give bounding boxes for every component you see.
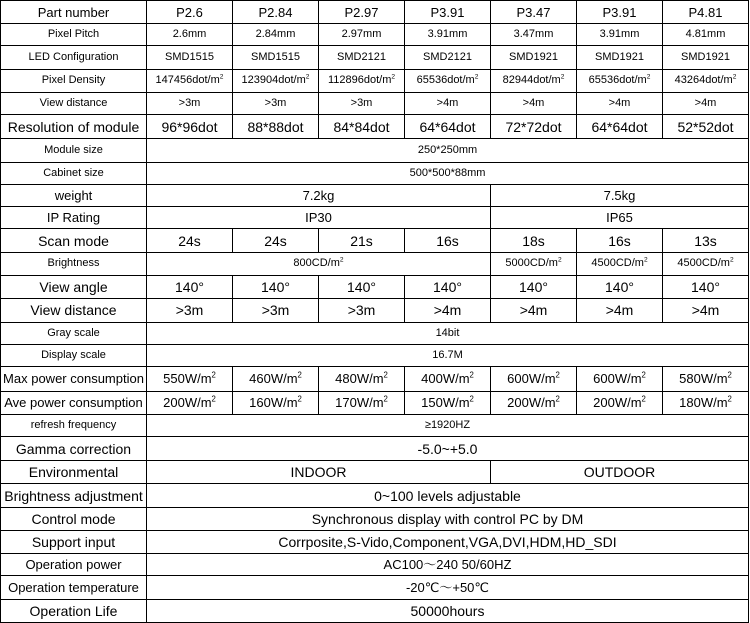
cell-value: >4m [522,96,545,109]
table-cell [405,92,491,114]
table-cell [147,139,749,162]
cell-value: 16s [436,232,459,249]
table-cell [405,229,491,253]
table-cell [147,24,233,46]
cell-value: 24s [178,232,201,249]
cell-value: 88*88dot [247,118,304,135]
table-cell [233,367,319,391]
table-row [1,206,749,228]
cell-value: P3.47 [516,4,551,20]
cell-value: >4m [436,96,459,109]
cell-superscript: 2 [219,73,224,81]
row-label: Gray scale [1,322,147,344]
cell-value: SMD1515 [165,51,214,64]
table-row [1,554,749,576]
cell-value: 0~100 levels adjustable [374,487,521,504]
cell-value: 24s [264,232,287,249]
cell-value: 800CD/m [293,257,340,270]
table-cell [663,115,749,139]
table-cell [233,24,319,46]
cell-value: >4m [691,302,720,319]
table-cell [147,414,749,436]
table-cell [319,229,405,253]
row-label: Operation temperature [1,576,147,599]
cell-superscript: 2 [641,394,646,404]
table-cell [577,24,663,46]
cell-value: 4500CD/m [677,257,730,270]
cell-value: 200W/m [507,395,556,411]
cell-value: 140° [261,278,290,295]
cell-value: SMD1921 [681,51,730,64]
table-row [1,437,749,461]
row-label: weight [1,184,147,206]
row-label: Operation power [1,554,147,576]
cell-superscript: 2 [557,256,562,264]
cell-value: Corrposite,S-Vido,Component,VGA,DVI,HDM,HD_SDI [278,534,617,550]
row-label: IP Rating [1,206,147,228]
cell-value: OUTDOOR [583,464,656,481]
table-cell [319,391,405,414]
row-label: Brightness [1,253,147,275]
table-cell [491,461,749,484]
table-cell [147,115,233,139]
table-cell [663,69,749,92]
table-cell [233,92,319,114]
cell-value: 112896dot/m [327,74,392,87]
row-label: Gamma correction [1,437,147,461]
table-cell [491,298,577,322]
row-label: refresh frequency [1,414,147,436]
cell-superscript: 2 [643,256,648,264]
row-label: Ave power consumption [1,391,147,414]
table-cell [147,322,749,344]
table-cell [577,69,663,92]
cell-value: 580W/m [679,371,728,387]
table-cell [233,229,319,253]
table-cell [405,275,491,298]
table-cell [663,1,749,24]
cell-value: SMD2121 [337,51,386,64]
row-label: View distance [1,92,147,114]
table-cell [577,275,663,298]
row-label: View distance [1,298,147,322]
cell-value: 64*64dot [591,118,648,135]
cell-value: 50000hours [410,602,485,619]
table-cell [147,530,749,553]
table-cell [147,92,233,114]
table-row [1,345,749,367]
table-cell [663,298,749,322]
cell-value: SMD1921 [509,51,558,64]
table-cell [319,115,405,139]
cell-value: 7.5kg [603,187,636,203]
cell-value: 600W/m [593,371,642,387]
table-cell [491,1,577,24]
cell-value: 140° [691,278,720,295]
table-row [1,69,749,92]
table-cell [147,229,233,253]
table-cell [491,69,577,92]
cell-value: P3.91 [430,4,465,20]
cell-value: >4m [605,302,634,319]
cell-superscript: 2 [729,256,734,264]
cell-value: 7.2kg [302,187,335,203]
cell-value: -5.0~+5.0 [417,440,478,457]
table-cell [233,115,319,139]
table-cell [147,554,749,576]
cell-value: P2.97 [344,4,379,20]
table-cell [147,1,233,24]
cell-value: 13s [694,232,717,249]
table-row [1,530,749,553]
table-cell [147,599,749,622]
cell-value: 150W/m [421,395,470,411]
table-cell [491,115,577,139]
cell-value: 43264dot/m [674,74,733,87]
cell-superscript: 2 [211,394,216,404]
table-row [1,391,749,414]
table-cell [147,345,749,367]
table-cell [319,367,405,391]
cell-value: 140° [347,278,376,295]
cell-value: 3.91mm [427,28,468,41]
cell-superscript: 2 [297,371,302,381]
cell-value: 400W/m [421,371,470,387]
table-cell [577,46,663,69]
cell-superscript: 2 [641,371,646,381]
cell-value: INDOOR [290,464,347,481]
table-cell [147,576,749,599]
cell-value: 480W/m [335,371,384,387]
table-cell [577,115,663,139]
row-label: Resolution of module [1,115,147,139]
cell-value: 140° [175,278,204,295]
cell-value: 123904dot/m [241,74,306,87]
cell-value: P2.84 [258,4,293,20]
table-cell [147,46,233,69]
table-cell [319,24,405,46]
spec-table-body [1,1,749,623]
table-cell [405,391,491,414]
table-cell [147,184,491,206]
table-row [1,115,749,139]
table-cell [577,229,663,253]
table-cell [577,391,663,414]
table-row [1,253,749,275]
cell-value: 140° [519,278,548,295]
table-cell [491,46,577,69]
table-row [1,507,749,530]
cell-value: 2.97mm [341,28,382,41]
table-cell [577,367,663,391]
table-cell [405,298,491,322]
table-cell [319,1,405,24]
cell-value: >4m [694,96,717,109]
cell-value: 72*72dot [505,118,562,135]
table-cell [147,461,491,484]
table-row [1,484,749,507]
table-cell [405,24,491,46]
cell-value: >4m [433,302,462,319]
cell-value: 16.7M [432,349,463,362]
row-label: Brightness adjustment [1,484,147,507]
cell-value: P3.91 [602,4,637,20]
cell-value: P4.81 [688,4,723,20]
cell-superscript: 2 [339,256,344,264]
table-row [1,139,749,162]
cell-value: >3m [350,96,373,109]
cell-value: 500*500*88mm [409,166,486,179]
table-cell [491,367,577,391]
cell-superscript: 2 [555,371,560,381]
table-cell [405,69,491,92]
table-cell [491,184,749,206]
cell-value: 96*96dot [161,118,218,135]
cell-value: IP65 [606,210,633,225]
table-cell [491,24,577,46]
cell-value: 180W/m [679,395,728,411]
table-cell [663,92,749,114]
table-cell [147,275,233,298]
row-label: Part number [1,1,147,24]
cell-value: 16s [608,232,631,249]
cell-value: 2.84mm [255,28,296,41]
cell-value: 3.91mm [599,28,640,41]
table-cell [147,484,749,507]
cell-value: 550W/m [163,371,212,387]
cell-superscript: 2 [383,371,388,381]
cell-value: 82944dot/m [502,74,561,87]
cell-value: SMD1921 [595,51,644,64]
cell-value: >3m [347,302,376,319]
table-cell [491,253,577,275]
table-row [1,275,749,298]
table-cell [663,367,749,391]
cell-superscript: 2 [560,73,565,81]
row-label: LED Configuration [1,46,147,69]
table-cell [663,24,749,46]
table-row [1,162,749,184]
table-row [1,298,749,322]
table-cell [147,206,491,228]
table-cell [147,162,749,184]
cell-value: 170W/m [335,395,384,411]
table-cell [663,46,749,69]
cell-value: 21s [350,232,373,249]
cell-value: >4m [519,302,548,319]
table-cell [405,367,491,391]
row-label: Control mode [1,507,147,530]
cell-value: P2.6 [176,4,203,20]
cell-value: -20℃～+50℃ [405,579,490,595]
cell-value: 84*84dot [333,118,390,135]
table-cell [147,391,233,414]
cell-value: 52*52dot [677,118,734,135]
table-cell [319,69,405,92]
cell-superscript: 2 [383,394,388,404]
table-cell [147,69,233,92]
cell-superscript: 2 [305,73,310,81]
table-cell [491,391,577,414]
cell-value: Synchronous display with control PC by DM [311,510,584,527]
table-cell [491,275,577,298]
cell-value: 5000CD/m [505,257,558,270]
cell-superscript: 2 [727,394,732,404]
table-cell [319,92,405,114]
cell-value: 200W/m [593,395,642,411]
cell-value: 65536dot/m [588,74,647,87]
cell-value: 460W/m [249,371,298,387]
table-cell [233,1,319,24]
cell-superscript: 2 [727,371,732,381]
table-cell [577,253,663,275]
cell-value: 64*64dot [419,118,476,135]
cell-value: 140° [605,278,634,295]
cell-value: >3m [261,302,290,319]
cell-superscript: 2 [555,394,560,404]
cell-value: IP30 [305,210,332,225]
cell-value: 14bit [435,327,460,340]
cell-superscript: 2 [469,371,474,381]
cell-value: 600W/m [507,371,556,387]
row-label: View angle [1,275,147,298]
table-cell [577,298,663,322]
cell-value: 147456dot/m [155,74,220,87]
table-cell [319,298,405,322]
table-cell [147,253,491,275]
table-row [1,1,749,24]
table-row [1,576,749,599]
row-label: Operation Life [1,599,147,622]
table-cell [233,69,319,92]
table-cell [405,1,491,24]
cell-value: 250*250mm [417,143,478,156]
table-cell [663,275,749,298]
row-label: Module size [1,139,147,162]
table-cell [147,437,749,461]
cell-value: 3.47mm [513,28,554,41]
cell-superscript: 2 [391,73,396,81]
table-cell [233,46,319,69]
row-label: Cabinet size [1,162,147,184]
cell-value: SMD1515 [251,51,300,64]
table-cell [405,115,491,139]
table-cell [577,92,663,114]
table-row [1,46,749,69]
row-label: Environmental [1,461,147,484]
cell-superscript: 2 [211,371,216,381]
table-cell [405,46,491,69]
cell-value: 65536dot/m [416,74,475,87]
row-label: Max power consumption [1,367,147,391]
cell-value: AC100～240 50/60HZ [383,557,512,573]
table-row [1,599,749,622]
table-cell [233,298,319,322]
cell-value: ≥1920HZ [424,418,471,431]
cell-value: >3m [175,302,204,319]
table-cell [491,92,577,114]
row-label: Pixel Pitch [1,24,147,46]
cell-value: >4m [608,96,631,109]
row-label: Pixel Density [1,69,147,92]
cell-value: SMD2121 [423,51,472,64]
table-cell [233,275,319,298]
table-cell [147,367,233,391]
table-row [1,24,749,46]
cell-value: 4500CD/m [591,257,644,270]
cell-superscript: 2 [646,73,651,81]
table-cell [663,229,749,253]
table-row [1,414,749,436]
table-cell [491,206,749,228]
table-cell [147,298,233,322]
cell-value: 18s [522,232,545,249]
table-cell [491,229,577,253]
table-cell [577,1,663,24]
table-cell [147,507,749,530]
cell-value: 4.81mm [685,28,726,41]
table-row [1,92,749,114]
table-cell [319,275,405,298]
row-label: Scan mode [1,229,147,253]
cell-superscript: 2 [732,73,737,81]
cell-value: 200W/m [163,395,212,411]
table-row [1,367,749,391]
row-label: Support input [1,530,147,553]
table-row [1,184,749,206]
table-cell [233,391,319,414]
cell-superscript: 2 [297,394,302,404]
cell-value: 2.6mm [172,28,207,41]
row-label: Display scale [1,345,147,367]
table-row [1,229,749,253]
cell-value: >3m [264,96,287,109]
cell-superscript: 2 [474,73,479,81]
table-cell [663,253,749,275]
table-cell [319,46,405,69]
cell-value: >3m [178,96,201,109]
table-row [1,322,749,344]
table-cell [663,391,749,414]
table-row [1,461,749,484]
cell-superscript: 2 [469,394,474,404]
cell-value: 140° [433,278,462,295]
cell-value: 160W/m [249,395,298,411]
